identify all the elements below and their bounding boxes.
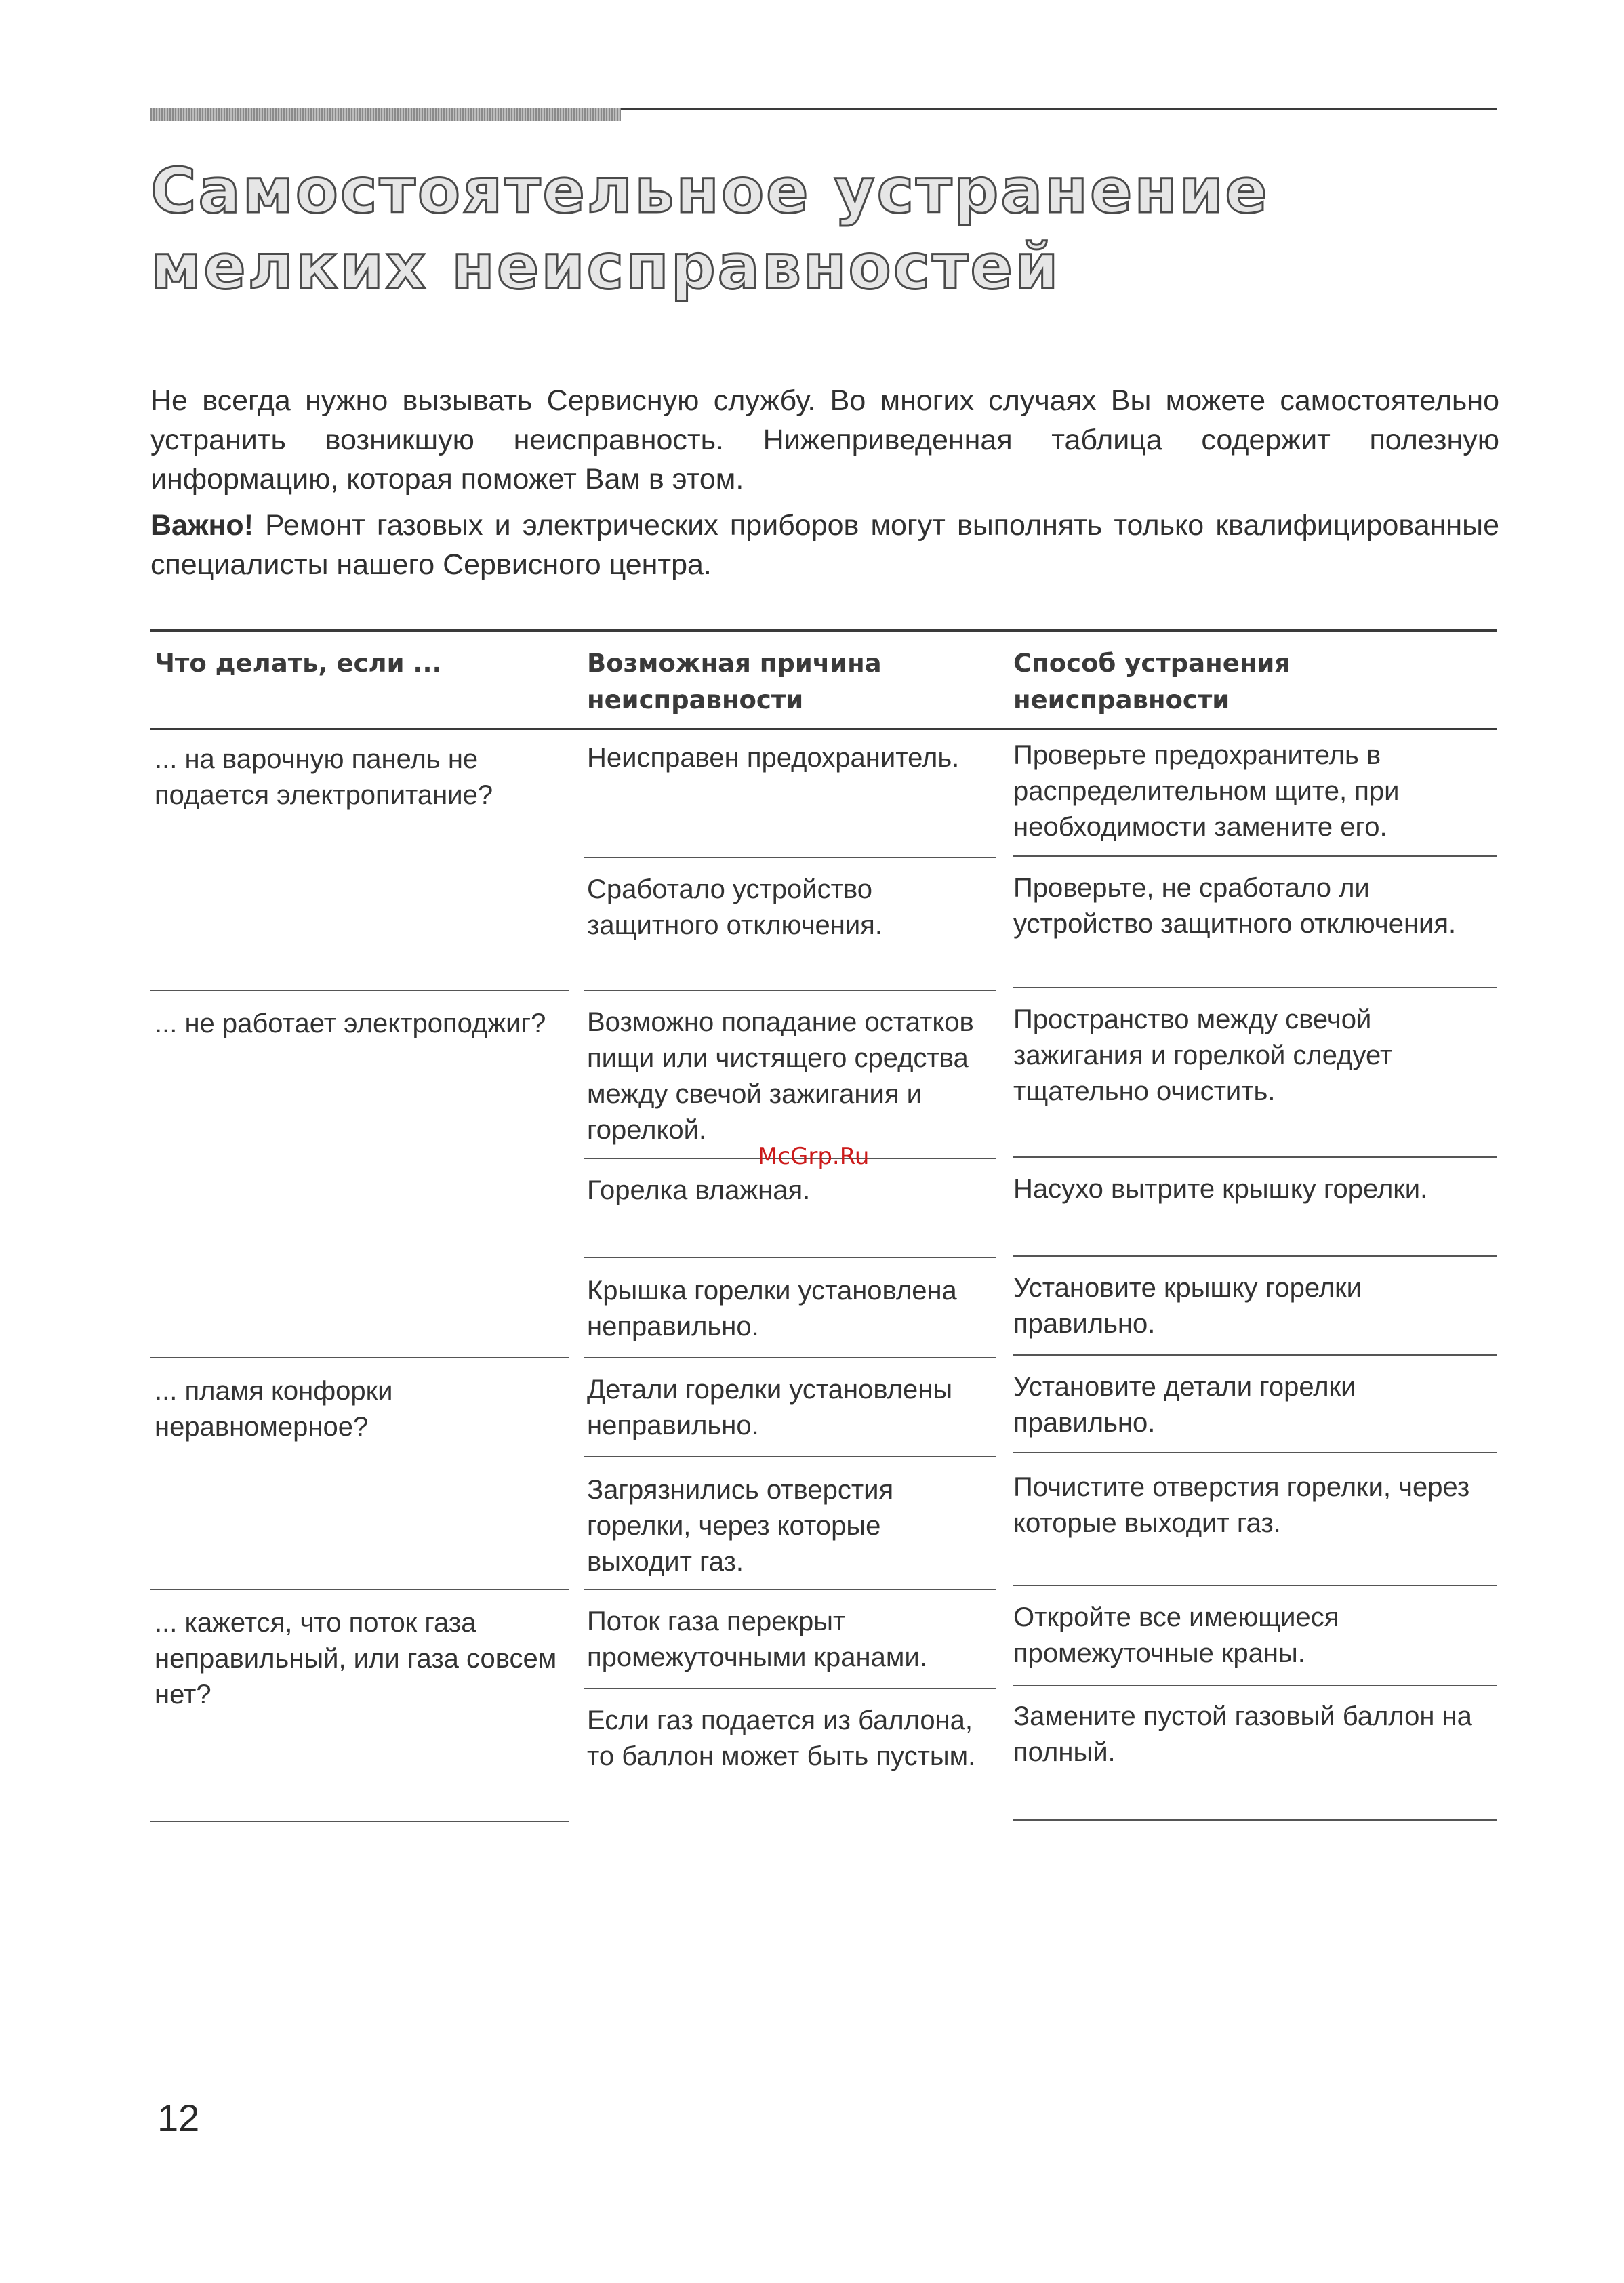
title-line-1: Самостоятельное устранение: [150, 155, 1270, 227]
intro-text: [150, 381, 1499, 591]
row-rule: [1013, 1819, 1497, 1821]
watermark: McGrp.Ru: [758, 1143, 870, 1170]
row-rule: [584, 1688, 996, 1689]
title-line-2: мелких неисправностей: [150, 230, 1061, 303]
row-rule: [1013, 987, 1497, 988]
header-rule: [150, 728, 1497, 730]
row-rule: [1013, 1156, 1497, 1158]
cause-cell: Возможно попадание остатков пищи или чистящего средства между свечой зажигания и горелкой.: [587, 1007, 974, 1145]
page-title: [150, 153, 1493, 305]
row-rule: [1013, 855, 1497, 857]
cause-cell: Горелка влажная.: [587, 1175, 811, 1205]
header-accent-bar: [150, 108, 621, 121]
row-rule: [584, 1589, 996, 1590]
row-rule: [584, 857, 996, 858]
cause-cell: Сработало устройство защитного отключения.: [587, 874, 882, 940]
row-rule: [1013, 1685, 1497, 1686]
row-rule: [584, 990, 996, 991]
cause-cell: Если газ подается из баллона, то баллон может быть пустым.: [587, 1705, 976, 1771]
row-rule: [584, 1257, 996, 1258]
row-rule: [150, 990, 569, 991]
row-rule: [1013, 1585, 1497, 1586]
table-top-rule: [150, 629, 1497, 632]
row-rule: [150, 1821, 569, 1822]
remedy-cell: Замените пустой газовый баллон на полный.: [1013, 1701, 1472, 1767]
remedy-cell: Установите крышку горелки правильно.: [1013, 1273, 1362, 1339]
important-note: [150, 506, 1499, 584]
remedy-cell: Проверьте, не сработало ли устройство защитного отключения.: [1013, 873, 1457, 939]
important-label: Важно!: [150, 509, 254, 542]
row-rule: [1013, 1354, 1497, 1356]
important-text: Ремонт газовых и электрических приборов могут выполнять только квалифицированные специалисты нашего Сервисного центра.: [150, 509, 1499, 581]
row-rule: [584, 1357, 996, 1358]
row-rule: [1013, 1452, 1497, 1453]
column-header-cause: Возможная причина неисправности: [587, 649, 882, 714]
cause-cell: Загрязнились отверстия горелки, через которые выходит газ.: [587, 1475, 894, 1577]
cause-cell: Поток газа перекрыт промежуточными кранами.: [587, 1607, 927, 1672]
remedy-cell: Установите детали горелки правильно.: [1013, 1372, 1356, 1438]
remedy-cell: Насухо вытрите крышку горелки.: [1013, 1174, 1428, 1204]
cause-cell: Неисправен предохранитель.: [587, 743, 960, 773]
problem-cell: ... на варочную панель не подается электропитание?: [155, 744, 493, 810]
remedy-cell: Почистите отверстия горелки, через которые выходит газ.: [1013, 1472, 1470, 1538]
remedy-cell: Проверьте предохранитель в распределительном щите, при необходимости замените его.: [1013, 740, 1400, 842]
row-rule: [1013, 1255, 1497, 1257]
page-number: 12: [157, 2097, 200, 2139]
row-rule: [150, 1589, 569, 1590]
cause-cell: Крышка горелки установлена неправильно.: [587, 1276, 957, 1341]
problem-cell: ... не работает электроподжиг?: [155, 1009, 546, 1038]
intro-paragraph: Не всегда нужно вызывать Сервисную службу. Во многих случаях Вы можете самостоятельно устранить возникшую неисправность. Нижеприведенная таблица содержит полезную информацию, которая поможет Вам в этом.: [150, 384, 1499, 496]
problem-cell: ... пламя конфорки неравномерное?: [155, 1376, 393, 1442]
column-header-problem: Что делать, если ...: [155, 649, 442, 678]
cause-cell: Детали горелки установлены неправильно.: [587, 1375, 953, 1440]
row-rule: [150, 1357, 569, 1358]
remedy-cell: Пространство между свечой зажигания и горелкой следует тщательно очистить.: [1013, 1005, 1393, 1106]
remedy-cell: Откройте все имеющиеся промежуточные краны.: [1013, 1602, 1339, 1668]
problem-cell: ... кажется, что поток газа неправильный, или газа совсем нет?: [155, 1608, 557, 1710]
column-header-remedy: Способ устранения неисправности: [1013, 649, 1291, 714]
row-rule: [584, 1456, 996, 1457]
